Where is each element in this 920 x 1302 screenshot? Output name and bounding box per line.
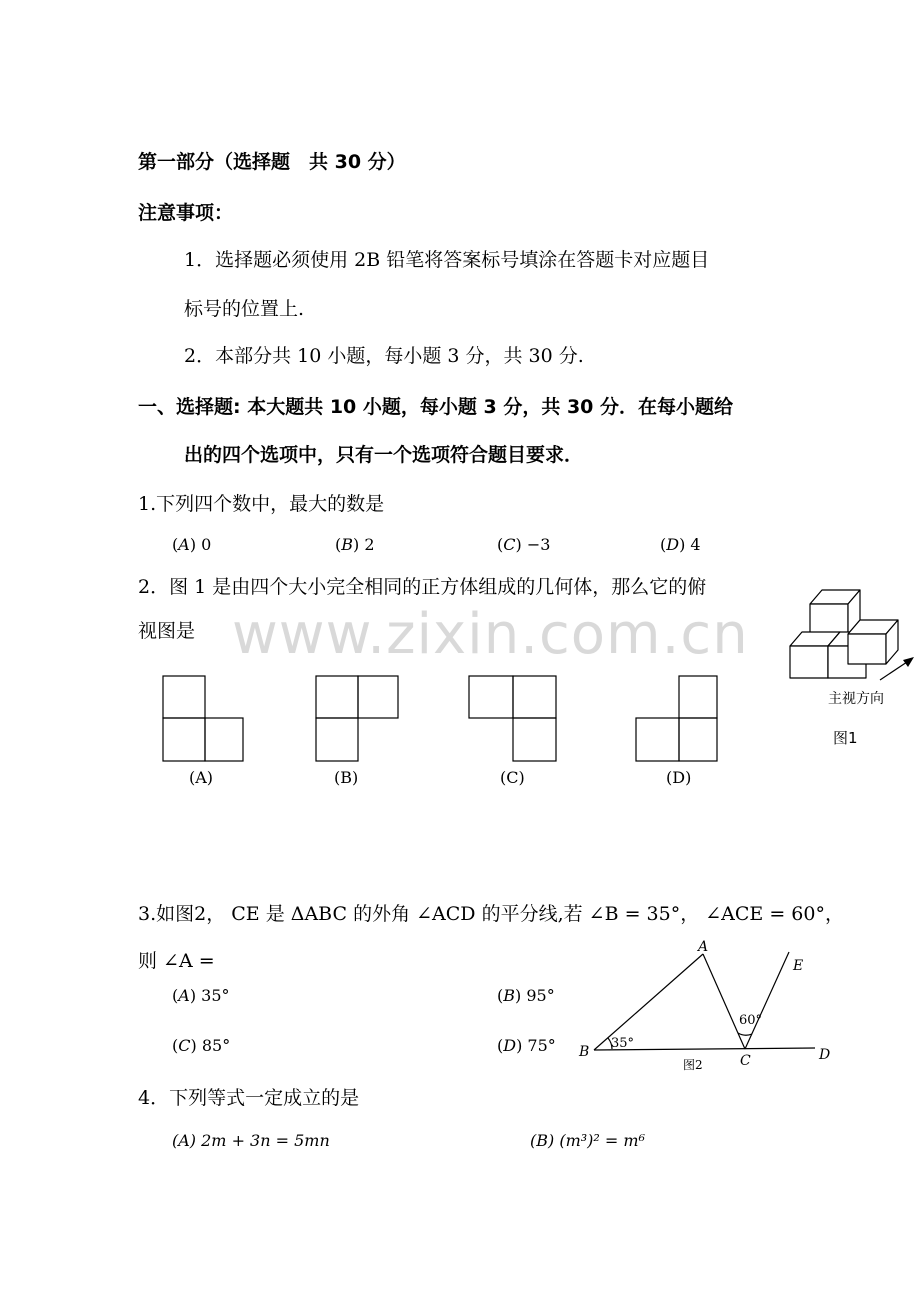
note-line: 标号的位置上.	[184, 298, 305, 320]
point-b-label: B	[579, 1044, 590, 1060]
angle-c-arc	[738, 1033, 752, 1035]
note-line: 2．本部分共 10 小题，每小题 3 分，共 30 分.	[184, 345, 584, 367]
angle-b-label: 35°	[611, 1036, 635, 1051]
question-stem: 3.如图2， CE 是 ΔABC 的外角 ∠ACD 的平分线,若 ∠B = 35°， ∠ACE = 60°，	[138, 903, 844, 925]
question-stem: 4．下列等式一定成立的是	[138, 1087, 360, 1109]
option: (A) 2m + 3n = 5mn	[172, 1131, 330, 1150]
option: (A) 35°	[172, 986, 230, 1005]
question-stem: 则 ∠A =	[138, 950, 215, 972]
question-stem: 1.下列四个数中，最大的数是	[138, 493, 385, 515]
angle-c-label: 60°	[739, 1013, 763, 1028]
option: (B) (m³)² = m⁶	[530, 1131, 645, 1150]
option: (B) 95°	[497, 986, 555, 1005]
option-label: (A)	[189, 768, 214, 787]
point-e-label: E	[793, 958, 804, 974]
option-label: (B)	[334, 768, 359, 787]
section-title: 第一部分（选择题 共 30 分）	[138, 151, 406, 173]
option: (D) 75°	[497, 1036, 556, 1055]
option: (D) 4	[660, 535, 701, 554]
fig2-caption: 图2	[683, 1058, 703, 1072]
fig1-caption: 图1	[833, 729, 858, 747]
part-heading: 一、选择题: 本大题共 10 小题，每小题 3 分，共 30 分．在每小题给	[138, 396, 734, 418]
notice-heading: 注意事项：	[138, 202, 234, 224]
question-stem: 2．图 1 是由四个大小完全相同的正方体组成的几何体，那么它的俯	[138, 576, 707, 598]
option-label: (D)	[666, 768, 692, 787]
option: (B) 2	[335, 535, 375, 554]
side-ac	[703, 954, 745, 1049]
option-label: (C)	[500, 768, 525, 787]
note-line: 1．选择题必须使用 2B 铅笔将答案标号填涂在答题卡对应题目	[184, 249, 710, 271]
point-a-label: A	[698, 939, 709, 955]
part-heading: 出的四个选项中，只有一个选项符合题目要求．	[184, 444, 584, 466]
point-d-label: D	[819, 1047, 831, 1063]
watermark: www.zixin.com.cn	[232, 602, 749, 667]
option: (C) 85°	[172, 1036, 231, 1055]
option: (A) 0	[172, 535, 212, 554]
point-c-label: C	[740, 1053, 751, 1069]
fig1-direction-label: 主视方向	[828, 691, 884, 707]
question-stem: 视图是	[138, 620, 196, 642]
option: (C) −3	[497, 535, 551, 554]
